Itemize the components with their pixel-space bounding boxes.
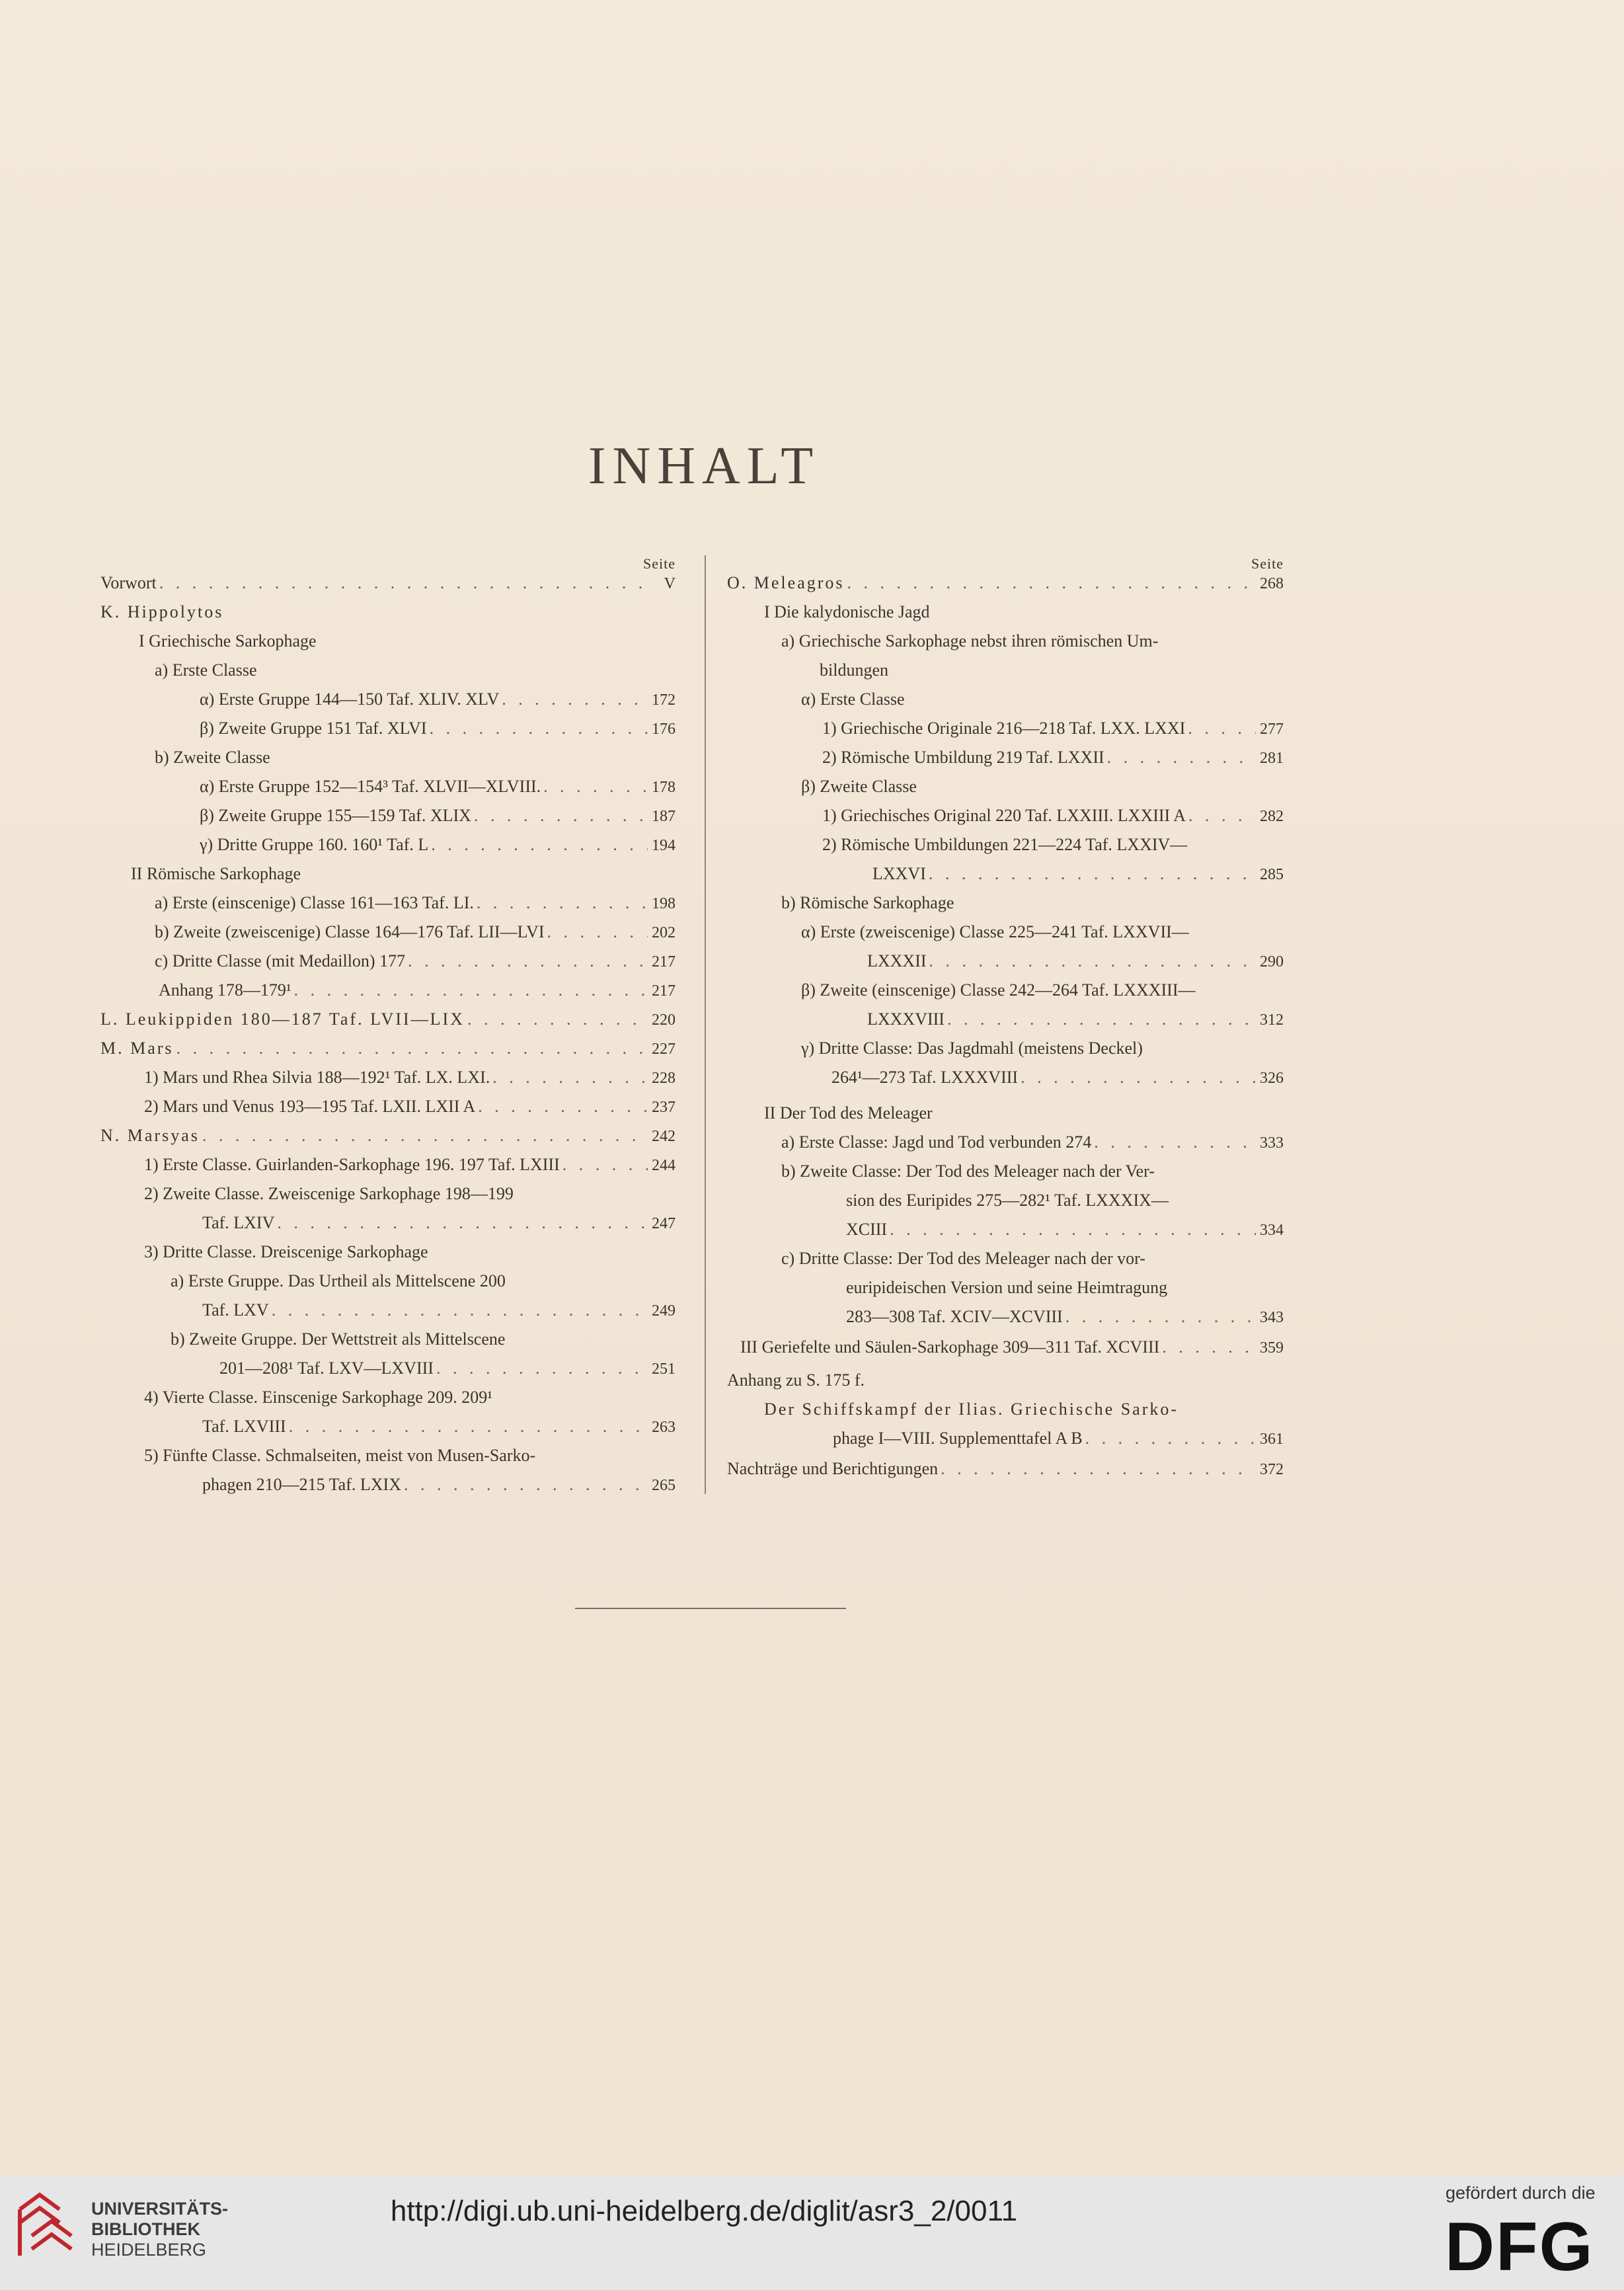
- footer-bar: [0, 2175, 1624, 2290]
- toc-entry: [822, 803, 1284, 829]
- toc-entry-title: 1) Griechische Originale 216—218 Taf. LXX. LXXI: [822, 719, 1186, 738]
- toc-entry-title: Der Schiffskampf der Ilias. Griechische Sarko-: [764, 1400, 1179, 1419]
- toc-entry-title: α) Erste Gruppe 144—150 Taf. XLIV. XLV: [200, 690, 500, 709]
- toc-entry-page: 172: [652, 691, 676, 709]
- toc-entry-page: 372: [1260, 1461, 1284, 1478]
- seite-label-right: Seite: [1251, 555, 1284, 572]
- toc-entry-page: 228: [652, 1070, 676, 1087]
- toc-entry: [200, 715, 676, 742]
- closing-rule: [575, 1608, 846, 1609]
- toc-entry-title: 283—308 Taf. XCIV—XCVIII: [846, 1307, 1063, 1326]
- dot-leader: [945, 1006, 1256, 1033]
- library-name-line2: BIBLIOTHEK: [91, 2219, 200, 2239]
- toc-entry: [801, 773, 1284, 800]
- toc-entry: [144, 1384, 676, 1411]
- toc-entry-title: M. Mars: [100, 1039, 174, 1058]
- toc-entry-page: 361: [1260, 1431, 1284, 1448]
- toc-entry-page: 202: [652, 924, 676, 941]
- toc-entry: [171, 1326, 676, 1353]
- dot-leader: [475, 1093, 648, 1120]
- toc-entry-title: LXXXII: [867, 951, 927, 970]
- dot-leader: [887, 1216, 1256, 1243]
- toc-entry-page: 247: [652, 1215, 676, 1232]
- toc-entry-title: I Griechische Sarkophage: [139, 631, 317, 651]
- toc-entry: [822, 832, 1284, 858]
- toc-entry-page: 277: [1260, 721, 1284, 738]
- toc-entry-page: 268: [1260, 575, 1284, 592]
- toc-entry-title: 5) Fünfte Classe. Schmalseiten, meist von Musen-Sarko-: [144, 1446, 536, 1465]
- toc-entry-title: β) Zweite Gruppe 151 Taf. XLVI: [200, 719, 427, 738]
- toc-entry: [144, 1064, 676, 1091]
- toc-entry: [867, 948, 1284, 974]
- toc-entry: [100, 1006, 676, 1033]
- toc-entry-title: N. Marsyas: [100, 1126, 200, 1145]
- toc-entry-page: 249: [652, 1302, 676, 1320]
- toc-entry-title: 201—208¹ Taf. LXV—LXVIII: [219, 1359, 434, 1378]
- toc-entry-page: 242: [652, 1128, 676, 1145]
- toc-entry-title: euripideischen Version und seine Heimtragung: [846, 1278, 1168, 1297]
- toc-entry-page: 237: [652, 1099, 676, 1116]
- toc-entry: [100, 599, 676, 625]
- seite-label-left: Seite: [643, 555, 676, 572]
- toc-entry: [202, 1472, 676, 1498]
- toc-entry-title: phagen 210—215 Taf. LXIX: [202, 1475, 401, 1494]
- toc-entry-page: 251: [652, 1361, 676, 1378]
- toc-entry-title: 2) Römische Umbildung 219 Taf. LXXII: [822, 748, 1104, 767]
- toc-entry: [831, 1064, 1284, 1091]
- toc-entry: [200, 832, 676, 858]
- funding-text: gefördert durch die: [1446, 2183, 1596, 2203]
- toc-entry: [801, 919, 1284, 945]
- page-title: INHALT: [588, 437, 820, 495]
- toc-entry: [202, 1297, 676, 1323]
- toc-entry-title: β) Zweite Gruppe 155—159 Taf. XLIX: [200, 806, 471, 825]
- toc-entry-page: 343: [1260, 1309, 1284, 1326]
- permalink-url[interactable]: http://digi.ub.uni-heidelberg.de/diglit/asr3_2/0011: [390, 2195, 1018, 2227]
- toc-entry-title: 4) Vierte Classe. Einscenige Sarkophage 209. 209¹: [144, 1388, 493, 1407]
- toc-entry-title: Nachträge und Berichtigungen: [727, 1459, 939, 1478]
- toc-entry-title: O. Meleagros: [727, 573, 845, 592]
- toc-entry: [155, 744, 676, 771]
- dot-leader: [471, 803, 648, 829]
- toc-entry-page: 217: [652, 953, 676, 970]
- toc-entry: [202, 1413, 676, 1440]
- toc-entry: [727, 570, 1284, 596]
- dot-leader: [1186, 803, 1256, 829]
- toc-entry-page: 334: [1260, 1222, 1284, 1239]
- toc-entry: [131, 861, 676, 887]
- toc-entry: [801, 686, 1284, 713]
- dot-leader: [286, 1413, 648, 1440]
- dot-leader: [1063, 1304, 1256, 1330]
- toc-entry: [155, 948, 676, 974]
- toc-entry-page: 194: [652, 837, 676, 854]
- toc-entry: [727, 1456, 1284, 1482]
- toc-entry-title: III Geriefelte und Säulen-Sarkophage 309—311 Taf. XCVIII: [740, 1337, 1160, 1357]
- toc-entry: [200, 686, 676, 713]
- toc-entry: [781, 1245, 1284, 1272]
- dot-leader: [200, 1123, 648, 1149]
- toc-entry-page: 265: [652, 1477, 676, 1494]
- toc-entry-title: Vorwort: [100, 573, 157, 592]
- toc-entry-title: 3) Dritte Classe. Dreiscenige Sarkophage: [144, 1242, 428, 1261]
- dot-leader: [938, 1456, 1256, 1482]
- dot-leader: [927, 948, 1256, 974]
- toc-entry: [781, 890, 1284, 916]
- toc-entry-title: b) Römische Sarkophage: [781, 893, 954, 912]
- dot-leader: [1159, 1334, 1256, 1361]
- toc-entry-title: a) Erste Gruppe. Das Urtheil als Mittelscene 200: [171, 1271, 506, 1290]
- toc-entry-page: V: [664, 575, 676, 592]
- toc-entry: [781, 1129, 1284, 1156]
- dot-leader: [269, 1297, 648, 1323]
- toc-entry-page: 227: [652, 1041, 676, 1058]
- toc-entry: [219, 1355, 676, 1382]
- toc-entry-title: Taf. LXVIII: [202, 1417, 286, 1436]
- dot-leader: [541, 773, 648, 800]
- toc-entry: [801, 977, 1284, 1004]
- library-name-line1: UNIVERSITÄTS-: [91, 2199, 229, 2219]
- toc-entry: [822, 715, 1284, 742]
- dot-leader: [926, 861, 1256, 887]
- toc-entry-title: K. Hippolytos: [100, 602, 224, 621]
- toc-entry-title: b) Zweite Classe: Der Tod des Meleager nach der Ver-: [781, 1162, 1155, 1181]
- toc-entry-title: c) Dritte Classe: Der Tod des Meleager nach der vor-: [781, 1249, 1145, 1268]
- toc-entry-title: 2) Zweite Classe. Zweiscenige Sarkophage 198—199: [144, 1184, 514, 1203]
- toc-entry-title: Anhang zu S. 175 f.: [727, 1370, 865, 1390]
- toc-entry: [139, 628, 676, 654]
- toc-entry: [727, 1367, 1284, 1394]
- toc-entry-title: 264¹—273 Taf. LXXXVIII: [831, 1068, 1019, 1087]
- dot-leader: [427, 715, 648, 742]
- toc-entry: [100, 570, 676, 596]
- toc-entry-page: 187: [652, 808, 676, 825]
- toc-entry-title: LXXVI: [872, 864, 926, 883]
- toc-entry: [100, 1123, 676, 1149]
- toc-entry-page: 326: [1260, 1070, 1284, 1087]
- dot-leader: [401, 1472, 648, 1498]
- dot-leader: [157, 570, 648, 596]
- toc-entry-title: Taf. LXV: [202, 1300, 269, 1320]
- toc-entry-title: II Der Tod des Meleager: [764, 1103, 933, 1123]
- toc-entry: [781, 1158, 1284, 1185]
- toc-entry-title: L. Leukippiden 180—187 Taf. LVII—LIX: [100, 1009, 465, 1029]
- toc-entry: [144, 1152, 676, 1178]
- toc-entry: [867, 1006, 1284, 1033]
- toc-entry-page: 282: [1260, 808, 1284, 825]
- dot-leader: [274, 1210, 648, 1236]
- toc-entry-title: 2) Mars und Venus 193—195 Taf. LXII. LXII A: [144, 1097, 476, 1116]
- toc-entry-page: 220: [652, 1011, 676, 1029]
- toc-entry: [846, 1275, 1284, 1301]
- toc-entry: [801, 1035, 1284, 1062]
- toc-entry: [740, 1334, 1284, 1361]
- toc-entry-title: II Römische Sarkophage: [131, 864, 301, 883]
- toc-entry-page: 217: [652, 982, 676, 1000]
- dot-leader: [499, 686, 648, 713]
- toc-entry: [200, 803, 676, 829]
- dot-leader: [1104, 744, 1256, 771]
- toc-entry-title: I Die kalydonische Jagd: [764, 602, 930, 621]
- toc-entry-title: a) Erste Classe: [155, 660, 257, 680]
- toc-entry: [822, 744, 1284, 771]
- toc-entry-page: 285: [1260, 866, 1284, 883]
- toc-entry-page: 290: [1260, 953, 1284, 970]
- dot-leader: [1018, 1064, 1256, 1091]
- toc-entry-title: β) Zweite (einscenige) Classe 242—264 Taf. LXXXIII—: [801, 980, 1196, 1000]
- toc-entry-title: XCIII: [846, 1220, 888, 1239]
- toc-entry-page: 333: [1260, 1134, 1284, 1152]
- library-name-line3: HEIDELBERG: [91, 2240, 207, 2260]
- toc-entry: [872, 861, 1284, 887]
- toc-entry: [155, 890, 676, 916]
- toc-entry-title: phage I—VIII. Supplementtafel A B: [833, 1429, 1083, 1448]
- toc-entry-title: b) Zweite Gruppe. Der Wettstreit als Mittelscene: [171, 1329, 506, 1349]
- toc-entry: [159, 977, 676, 1004]
- dot-leader: [428, 832, 648, 858]
- dot-leader: [1185, 715, 1256, 742]
- toc-entry: [200, 773, 676, 800]
- dot-leader: [490, 1064, 648, 1091]
- toc-entry-title: Anhang 178—179¹: [159, 980, 291, 1000]
- toc-entry-title: a) Erste (einscenige) Classe 161—163 Taf. LI.: [155, 893, 474, 912]
- toc-entry: [171, 1268, 676, 1294]
- toc-entry-title: 2) Römische Umbildungen 221—224 Taf. LXXIV—: [822, 835, 1188, 854]
- column-divider: [705, 555, 706, 1494]
- toc-entry-title: Taf. LXIV: [202, 1213, 275, 1232]
- toc-entry-title: α) Erste (zweiscenige) Classe 225—241 Taf. LXXVII—: [801, 922, 1189, 941]
- dot-leader: [845, 570, 1256, 596]
- toc-entry: [781, 628, 1284, 654]
- toc-entry: [202, 1210, 676, 1236]
- toc-entry: [764, 1396, 1284, 1423]
- toc-entry: [846, 1216, 1284, 1243]
- toc-entry-page: 244: [652, 1157, 676, 1174]
- dot-leader: [434, 1355, 648, 1382]
- dot-leader: [291, 977, 648, 1004]
- toc-entry: [144, 1093, 676, 1120]
- toc-entry-title: 1) Mars und Rhea Silvia 188—192¹ Taf. LX. LXI.: [144, 1068, 490, 1087]
- dfg-logo: DFG: [1445, 2209, 1594, 2285]
- toc-entry: [144, 1181, 676, 1207]
- toc-entry-title: a) Erste Classe: Jagd und Tod verbunden 274: [781, 1132, 1092, 1152]
- toc-entry: [100, 1035, 676, 1062]
- dot-leader: [560, 1152, 648, 1178]
- dot-leader: [174, 1035, 648, 1062]
- toc-entry: [764, 1100, 1284, 1126]
- dot-leader: [474, 890, 648, 916]
- toc-entry-page: 178: [652, 779, 676, 796]
- toc-entry-page: 176: [652, 721, 676, 738]
- toc-entry-page: 312: [1260, 1011, 1284, 1029]
- toc-entry-page: 263: [652, 1419, 676, 1436]
- toc-entry-title: 1) Griechisches Original 220 Taf. LXXIII. LXXIII A: [822, 806, 1186, 825]
- toc-entry: [144, 1442, 676, 1469]
- dot-leader: [405, 948, 648, 974]
- dot-leader: [1083, 1425, 1256, 1452]
- toc-entry: [764, 599, 1284, 625]
- toc-entry-title: b) Zweite (zweiscenige) Classe 164—176 Taf. LII—LVI: [155, 922, 545, 941]
- toc-entry-title: sion des Euripides 275—282¹ Taf. LXXXIX—: [846, 1191, 1169, 1210]
- toc-entry-title: α) Erste Classe: [801, 690, 905, 709]
- toc-entry: [846, 1187, 1284, 1214]
- toc-entry-title: β) Zweite Classe: [801, 777, 917, 796]
- toc-entry: [155, 919, 676, 945]
- toc-entry-title: γ) Dritte Gruppe 160. 160¹ Taf. L: [200, 835, 429, 854]
- toc-entry: [155, 657, 676, 684]
- toc-entry-title: 1) Erste Classe. Guirlanden-Sarkophage 196. 197 Taf. LXIII: [144, 1155, 560, 1174]
- toc-entry: [144, 1239, 676, 1265]
- dot-leader: [1091, 1129, 1256, 1156]
- dot-leader: [465, 1006, 648, 1033]
- toc-entry-page: 198: [652, 895, 676, 912]
- toc-entry-title: γ) Dritte Classe: Das Jagdmahl (meistens Deckel): [801, 1039, 1143, 1058]
- toc-entry-title: bildungen: [820, 660, 888, 680]
- toc-entry-title: α) Erste Gruppe 152—154³ Taf. XLVII—XLVIII.: [200, 777, 541, 796]
- toc-entry: [833, 1425, 1284, 1452]
- toc-entry-title: LXXXVIII: [867, 1009, 945, 1029]
- toc-entry-title: c) Dritte Classe (mit Medaillon) 177: [155, 951, 406, 970]
- toc-entry-page: 281: [1260, 750, 1284, 767]
- dot-leader: [545, 919, 648, 945]
- toc-entry: [846, 1304, 1284, 1330]
- toc-entry-title: a) Griechische Sarkophage nebst ihren römischen Um-: [781, 631, 1159, 651]
- toc-entry-title: b) Zweite Classe: [155, 748, 270, 767]
- toc-entry-page: 359: [1260, 1339, 1284, 1357]
- toc-entry: [820, 657, 1284, 684]
